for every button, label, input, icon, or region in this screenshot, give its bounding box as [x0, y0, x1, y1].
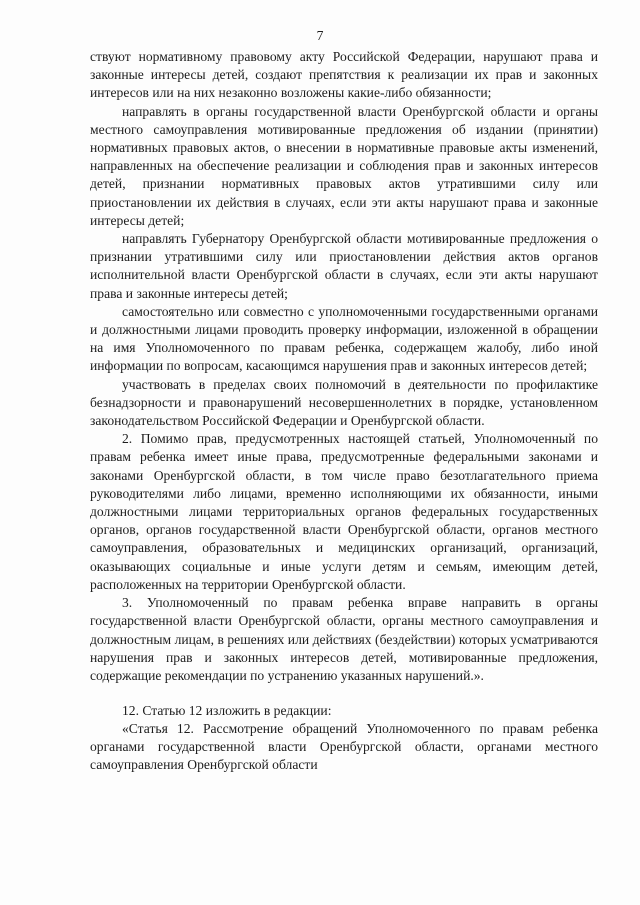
document-body — [90, 48, 598, 773]
paragraph-item-2-other-rights: 2. Помимо прав, предусмотренных настоящей статьей, Уполномоченный по правам ребенка имеет иные права, предусмотренные федеральными законами и законами Оренбургской области, в том числе право безотлагательного приема руководителями либо лицами, временно исполняющими их обязанности, иными должностными лицами территориальных органов федеральных государственных органов, органов государственной власти Оренбургской области, органов местного самоуправления, образовательных и медицинских организаций, организаций, оказывающих социальные и иные услуги детям и семьям, имеющим детей, расположенных на территории Оренбургской области. — [90, 431, 598, 592]
paragraph-proposals-to-authorities: направлять в органы государственной власти Оренбургской области и органы местного самоуправления мотивированные предложения об издании (принятии) нормативных правовых актов, о внесении в нормативные правовые акты изменений, направленных на обеспечение реализации и соблюдения прав и законных интересов детей, признании нормативных правовых актов утратившими силу или приостановлении их действия в случаях, если эти акты нарушают права и законные интересы детей; — [90, 103, 598, 228]
page-number: 7 — [316, 28, 324, 43]
paragraph-prevention-participation: участвовать в пределах своих полномочий в деятельности по профилактике безнадзорности и правонарушений несовершеннолетних в порядке, установленном законодательством Российской Федерации и Оренбургской области. — [90, 376, 598, 429]
paragraph-item-3-proposals: 3. Уполномоченный по правам ребенка вправе направить в органы государственной власти Оренбургской области, органы местного самоуправления и должностным лицам, в решениях или действиях (бездействии) которых усматриваются нарушения прав и законных интересов детей, мотивированные предложения, содержащие рекомендации по устранению указанных нарушений.». — [90, 595, 598, 683]
paragraph-proposals-to-governor: направлять Губернатору Оренбургской области мотивированные предложения о признании утратившими силу или приостановлении действия актов органов исполнительной власти Оренбургской области в случаях, если эти акты нарушают права и законные интересы детей; — [90, 231, 598, 301]
paragraph-amendment-12: 12. Статью 12 изложить в редакции: — [122, 703, 332, 719]
paragraph-article-12-title: «Статья 12. Рассмотрение обращений Уполномоченного по правам ребенка органами государственной власти Оренбургской области, органами местного самоуправления Оренбургской области — [90, 721, 598, 772]
paragraph-information-check: самостоятельно или совместно с уполномоченными государственными органами и должностными лицами проводить проверку информации, изложенной в обращении на имя Уполномоченного по правам ребенка, содержащем жалобу, либо иной информации по вопросам, касающимся нарушения прав и законных интересов детей; — [90, 303, 598, 374]
paragraph-continuation: ствуют нормативному правовому акту Российской Федерации, нарушают права и законные интересы детей, создают препятствия к реализации их прав и законных интересов или на них незаконно возложены какие-либо обязанности; — [90, 49, 598, 101]
paragraph-gap — [90, 685, 598, 702]
